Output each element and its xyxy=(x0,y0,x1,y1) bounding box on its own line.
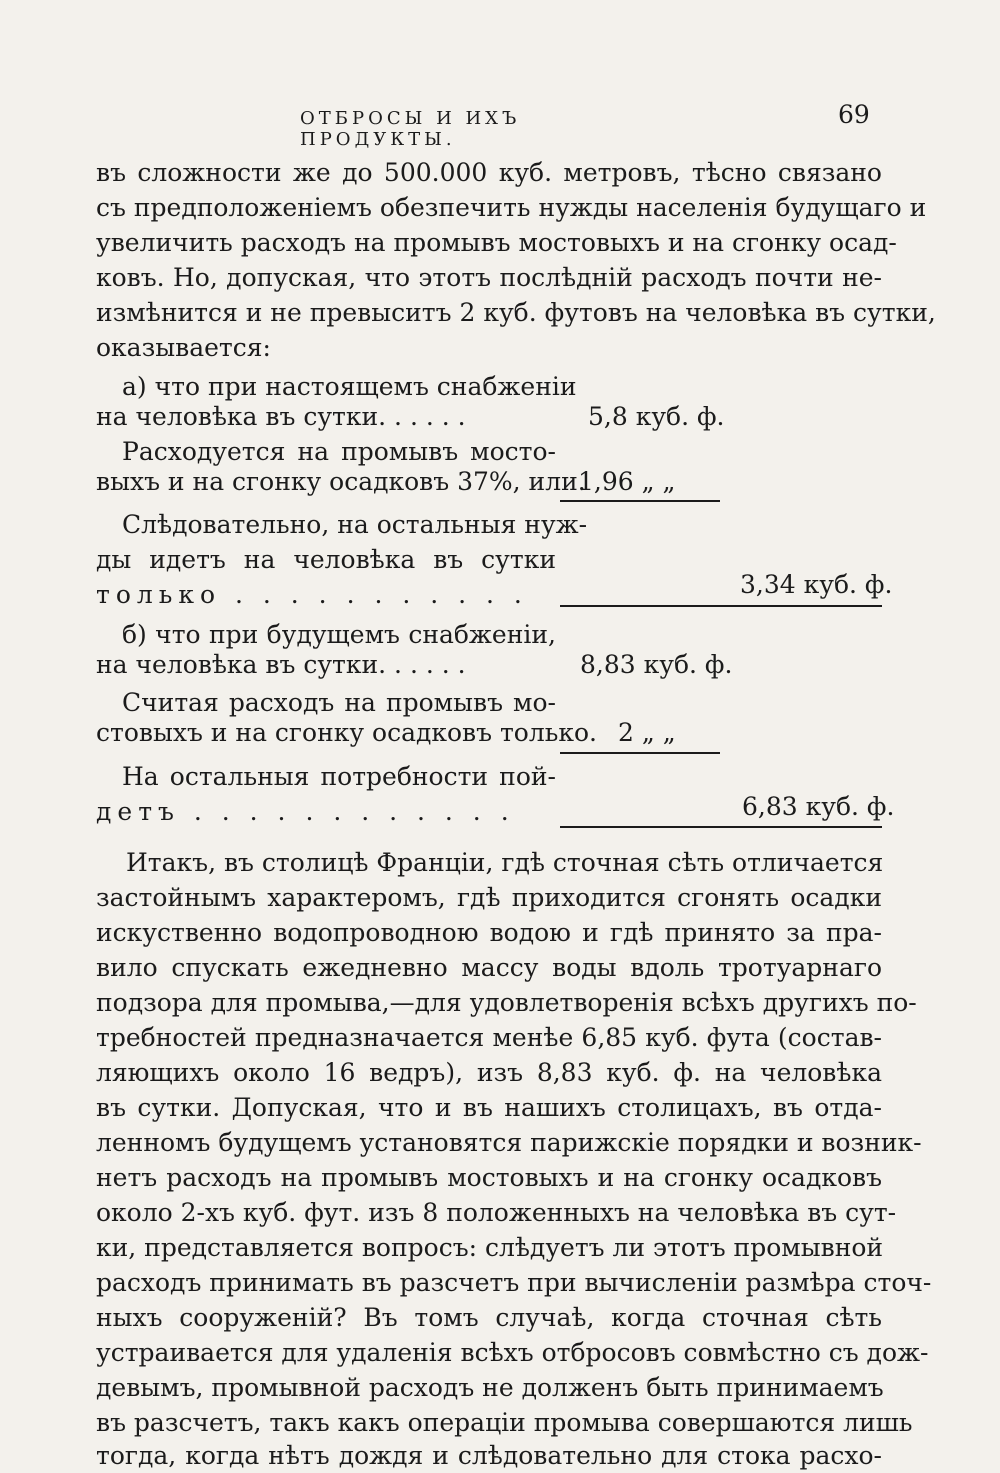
table-label-b: на человѣка въ сутки. . . . . . xyxy=(96,650,466,679)
table-label-wash-2: стовыхъ и на сгонку осадковъ только. xyxy=(96,718,597,747)
table-label-rest-1: ды идетъ на человѣка въ сутки xyxy=(96,545,556,574)
table-label-rest-2: На остальныя потребности пой- xyxy=(122,762,556,791)
paragraph-2-line: девымъ, промывной расходъ не долженъ быть принимаемъ xyxy=(96,1373,884,1402)
table-value-rest-2: 6,83 куб. ф. xyxy=(742,792,895,821)
paragraph-1-line: оказывается: xyxy=(96,333,271,362)
paragraph-2-line: нетъ расходъ на промывъ мостовыхъ и на сгонку осадковъ xyxy=(96,1163,882,1192)
paragraph-2-line: ныхъ сооруженій? Въ томъ случаѣ, когда сточная сѣть xyxy=(96,1303,882,1332)
paragraph-2-line: тогда, когда нѣтъ дождя и слѣдовательно для стока расхо- xyxy=(96,1441,882,1470)
paragraph-2-line: Итакъ, въ столицѣ Франціи, гдѣ сточная сѣть отличается xyxy=(126,848,884,877)
running-header-title: ОТБРОСЫ И ИХЪ ПРОДУКТЫ. xyxy=(300,108,521,150)
paragraph-1-line: увеличить расходъ на промывъ мостовыхъ и на сгонку осад- xyxy=(96,228,897,257)
table-value-a: 5,8 куб. ф. xyxy=(588,402,725,431)
table-label-a: а) что при настоящемъ снабженіи xyxy=(122,372,577,401)
paragraph-2-line: въ разсчетъ, такъ какъ операціи промыва совершаются лишь xyxy=(96,1408,913,1437)
paragraph-2-line: въ сутки. Допуская, что и въ нашихъ столицахъ, въ отда- xyxy=(96,1093,882,1122)
paragraph-2-line: расходъ принимать въ разсчетъ при вычисленіи размѣра сточ- xyxy=(96,1268,932,1297)
table-label-wash-1: Расходуется на промывъ мосто- xyxy=(122,437,556,466)
paragraph-2-line: застойнымъ характеромъ, гдѣ приходится сгонять осадки xyxy=(96,883,882,912)
table-label-b: б) что при будущемъ снабженіи, xyxy=(122,620,556,649)
table-value-rest-1: 3,34 куб. ф. xyxy=(740,570,893,599)
paragraph-1-line: въ сложности же до 500.000 куб. метровъ, тѣсно связано xyxy=(96,158,882,187)
paragraph-1-line: ковъ. Но, допуская, что этотъ послѣдній расходъ почти не- xyxy=(96,263,882,292)
table-label-rest-2: детъ . . . . . . . . . . . . xyxy=(96,797,515,826)
section-rule xyxy=(560,826,882,828)
table-value-wash-1: 1,96 „ „ xyxy=(578,467,676,496)
table-value-wash-2: 2 „ „ xyxy=(618,718,676,747)
paragraph-2-line: ки, представляется вопросъ: слѣдуетъ ли этотъ промывной xyxy=(96,1233,884,1262)
paragraph-2-line: требностей предназначается менѣе 6,85 куб. фута (состав- xyxy=(96,1023,882,1052)
paragraph-2-line: ляющихъ около 16 ведръ), изъ 8,83 куб. ф. на человѣка xyxy=(96,1058,882,1087)
table-label-a: на человѣка въ сутки. . . . . . xyxy=(96,402,466,431)
paragraph-1-line: съ предположеніемъ обезпечить нужды населенія будущаго и xyxy=(96,193,927,222)
table-value-b: 8,83 куб. ф. xyxy=(580,650,733,679)
sum-rule xyxy=(560,752,720,754)
paragraph-2-line: около 2-хъ куб. фут. изъ 8 положенныхъ на человѣка въ сут- xyxy=(96,1198,897,1227)
table-label-rest-1: только . . . . . . . . . . . xyxy=(96,580,528,609)
section-rule xyxy=(560,605,882,607)
table-label-wash-2: Считая расходъ на промывъ мо- xyxy=(122,688,556,717)
paragraph-2-line: устраивается для удаленія всѣхъ отбросовъ совмѣстно съ дож- xyxy=(96,1338,929,1367)
paragraph-1-line: измѣнится и не превыситъ 2 куб. футовъ на человѣка въ сутки, xyxy=(96,298,936,327)
paragraph-2-line: вило спускать ежедневно массу воды вдоль тротуарнаго xyxy=(96,953,882,982)
table-label-rest-1: Слѣдовательно, на остальныя нуж- xyxy=(122,510,588,539)
table-label-wash-1: выхъ и на сгонку осадковъ 37%, или. xyxy=(96,467,586,496)
paragraph-2-line: искуственно водопроводною водою и гдѣ принято за пра- xyxy=(96,918,882,947)
page-number: 69 xyxy=(838,100,870,129)
paragraph-2-line: подзора для промыва,—для удовлетворенія всѣхъ другихъ по- xyxy=(96,988,917,1017)
sum-rule xyxy=(560,500,720,502)
paragraph-2-line: ленномъ будущемъ установятся парижскіе порядки и возник- xyxy=(96,1128,922,1157)
